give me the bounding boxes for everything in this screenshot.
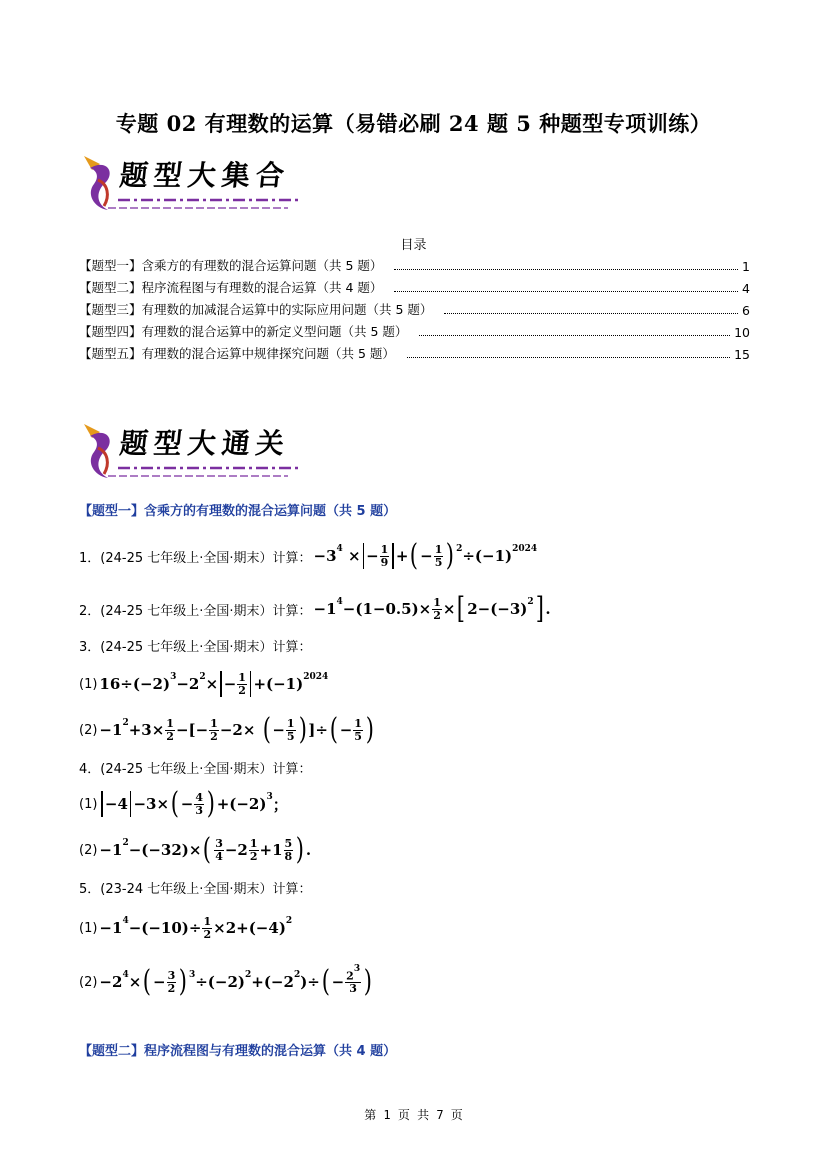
math-expression: −1 4 −(−10)÷ $\frac{1}{2}$ ×2+(−4) 2 [99, 914, 293, 941]
toc-item[interactable]: 【题型二】程序流程图与有理数的混合运算（共 4 题） 4 [79, 280, 750, 296]
math-expression: 16÷(−2) 3 −2 2 × − $\frac{1}{2}$ +(−1) 2024 [99, 670, 329, 697]
toc-leader [394, 269, 738, 270]
question-4-part-1: (1) −4 −3× ( − $\frac{4}{3}$ ) +(−2) 3 ； [79, 786, 288, 821]
section-heading: 【题型二】程序流程图与有理数的混合运算（共 4 题） [79, 1044, 397, 1059]
question-4: 4．(24-25 七年级上·全国·期末）计算： [79, 761, 312, 777]
toc-leader [407, 357, 730, 358]
page-title: 专题 02 有理数的运算（易错必刷 24 题 5 种题型专项训练） [115, 111, 712, 136]
toc-leader [444, 313, 738, 314]
question-5-part-1: (1) −1 4 −(−10)÷ $\frac{1}{2}$ ×2+(−4) 2 [79, 914, 293, 941]
toc-item[interactable]: 【题型三】有理数的加减混合运算中的实际应用问题（共 5 题） 6 [79, 302, 750, 318]
question-5: 5．(23-24 七年级上·全国·期末）计算： [79, 881, 312, 897]
toc-leader [419, 335, 730, 336]
math-expression: −4 −3× ( − $\frac{4}{3}$ ) +(−2) 3 ； [99, 789, 287, 819]
section-banner-pass [78, 418, 310, 486]
question-3-part-1: (1) 16÷(−2) 3 −2 2 × − $\frac{1}{2}$ +(−1) 2024 [79, 670, 329, 697]
banner-text: 题型大集合 [118, 159, 292, 192]
section-banner-collection [78, 150, 310, 218]
section-heading: 【题型一】含乘方的有理数的混合运算问题（共 5 题） [79, 504, 397, 519]
math-expression: −1 2 −(−32)× ( $\frac{3}{4}$ −2 $\frac{1}{2}$ +1 $\frac{5}{8}$ ) . [99, 832, 312, 867]
toc-item[interactable]: 【题型四】有理数的混合运算中的新定义型问题（共 5 题） 10 [79, 324, 750, 340]
toc-leader [394, 291, 738, 292]
page-footer: 第 1 页 共 7 页 [364, 1108, 463, 1122]
toc-heading: 目录 [400, 238, 427, 253]
question-5-part-2: (2) −2 4 × ( − $\frac{3}{2}$ ) 3 ÷(−2) 2 +(−2 2 )÷ ( − $\frac{2^3}{3}$ ) [79, 964, 373, 999]
math-expression: −3 4 × − $\frac{1}{9}$ + ( − $\frac{1}{5}$ ) 2 ÷(−1) 2024 [313, 538, 538, 573]
toc-item[interactable]: 【题型一】含乘方的有理数的混合运算问题（共 5 题） 1 [79, 258, 750, 274]
question-4-part-2: (2) −1 2 −(−32)× ( $\frac{3}{4}$ −2 $\frac{1}{2}$ +1 $\frac{5}{8}$ ) . [79, 832, 312, 867]
banner-text: 题型大通关 [118, 427, 292, 460]
question-3: 3．(24-25 七年级上·全国·期末）计算： [79, 639, 312, 655]
math-expression: −1 4 −(1−0.5)× $\frac{1}{2}$ × [ 2−(−3) 2 ] . [313, 591, 551, 626]
math-expression: −1 2 +3× $\frac{1}{2}$ −[− $\frac{1}{2}$ −2× ( − $\frac{1}{5}$ ) ]÷ ( − $\frac{1}{5}$ ) [99, 712, 374, 747]
question-2: 2．(24-25 七年级上·全国·期末）计算： −1 4 −(1−0.5)× $\frac{1}{2}$ × [ 2−(−3) 2 ] . [79, 591, 551, 626]
math-expression: −2 4 × ( − $\frac{3}{2}$ ) 3 ÷(−2) 2 +(−2 2 )÷ ( − $\frac{2^3}{3}$ ) [99, 964, 373, 999]
toc-item[interactable]: 【题型五】有理数的混合运算中规律探究问题（共 5 题） 15 [79, 346, 750, 362]
question-3-part-2: (2) −1 2 +3× $\frac{1}{2}$ −[− $\frac{1}{2}$ −2× ( − $\frac{1}{5}$ ) ]÷ ( − $\frac{1}{5}$ ) [79, 712, 374, 747]
question-1: 1．(24-25 七年级上·全国·期末）计算： −3 4 × − $\frac{1}{9}$ + ( − $\frac{1}{5}$ ) 2 ÷(−1) 2024 [79, 538, 538, 573]
